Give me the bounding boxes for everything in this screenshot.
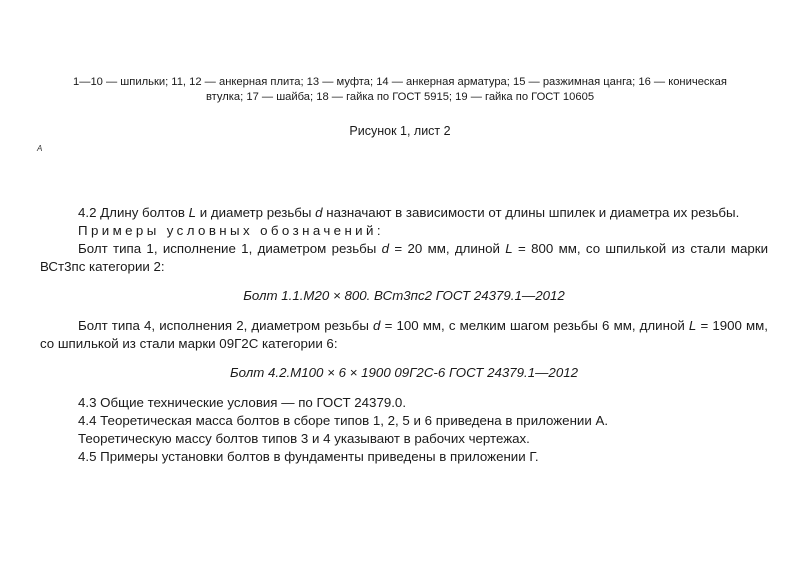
example-2-text bbox=[40, 317, 768, 353]
figure-legend-line-1: 1—10 — шпильки; 11, 12 — анкерная плита; 13 — муфта; 14 — анкерная арматура; 15 — разжимная цанга; 16 — коническая bbox=[73, 76, 727, 88]
document-body bbox=[40, 204, 768, 466]
figure-title: Рисунок 1, лист 2 bbox=[349, 124, 451, 138]
text-segment: и диаметр резьбы bbox=[199, 205, 312, 220]
variable-d: d bbox=[373, 318, 381, 333]
paragraph-4-4-note: Теоретическую массу болтов типов 3 и 4 указывают в рабочих чертежах. bbox=[78, 431, 530, 446]
text-segment: назначают в зависимости от длины шпилек и диаметра их резьбы. bbox=[326, 205, 740, 220]
text-segment: = 800 мм, со шпилькой из стали марки ВСт3пс категории 2: bbox=[40, 241, 769, 274]
paragraph-4-2 bbox=[40, 204, 768, 222]
text-segment: = 1900 мм, со шпилькой из стали марки 09Г2С категории 6: bbox=[40, 318, 768, 351]
variable-d: d bbox=[381, 241, 390, 256]
text-segment: Болт типа 1, исполнение 1, диаметром резьбы bbox=[78, 241, 377, 256]
example-1-text bbox=[40, 240, 768, 276]
paragraph-4-3: 4.3 Общие технические условия — по ГОСТ 24379.0. bbox=[78, 395, 407, 410]
text-segment: Болт типа 4, исполнения 2, диаметром резьбы bbox=[78, 318, 369, 333]
examples-heading bbox=[40, 222, 768, 240]
text-segment: = 20 мм, длиной bbox=[394, 241, 500, 256]
figure-mark: А bbox=[37, 144, 43, 153]
paragraph-4-4: 4.4 Теоретическая масса болтов в сборе типов 1, 2, 5 и 6 приведена в приложении А. bbox=[78, 413, 609, 428]
variable-d: d bbox=[315, 205, 323, 220]
variable-L: L bbox=[688, 318, 697, 333]
variable-L: L bbox=[505, 241, 513, 256]
example-1-designation: Болт 1.1.М20 × 800. ВСт3пс2 ГОСТ 24379.1—2012 bbox=[243, 288, 565, 303]
figure-legend bbox=[40, 75, 760, 105]
example-2-designation: Болт 4.2.М100 × 6 × 1900 09Г2С-6 ГОСТ 24379.1—2012 bbox=[229, 365, 579, 380]
examples-heading-text: Примеры условных обозначений: bbox=[78, 223, 384, 238]
text-segment: 4.2 Длину болтов bbox=[78, 205, 185, 220]
text-segment: = 100 мм, с мелким шагом резьбы 6 мм, длиной bbox=[384, 318, 685, 333]
figure-legend-line-2: втулка; 17 — шайба; 18 — гайка по ГОСТ 5915; 19 — гайка по ГОСТ 10605 bbox=[205, 91, 595, 103]
variable-L: L bbox=[188, 205, 197, 220]
paragraph-4-5: 4.5 Примеры установки болтов в фундаменты приведены в приложении Г. bbox=[78, 449, 539, 464]
